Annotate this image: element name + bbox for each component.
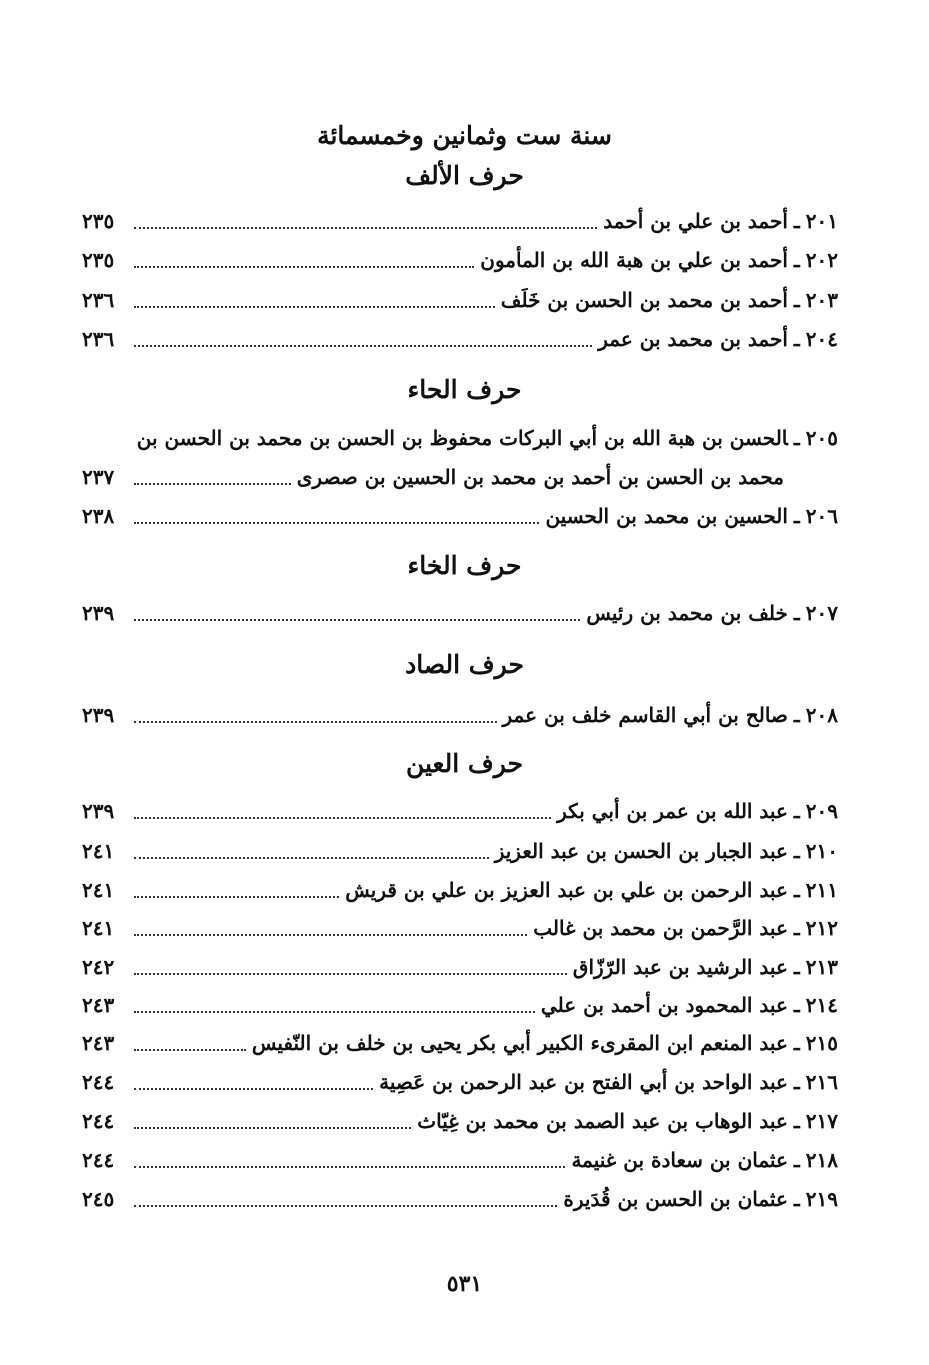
- leader-dots: [134, 619, 580, 621]
- entry-number: ٢١٠: [805, 839, 838, 863]
- entry-page: ٢٤١: [82, 916, 115, 940]
- toc-entry[interactable]: [82, 834, 838, 868]
- year-heading: سنة ست وثمانين وخمسمائة: [317, 121, 612, 150]
- entry-dash: ـ: [793, 1109, 800, 1133]
- section-title-ha: حرف الحاء: [407, 375, 522, 404]
- page-number: ٥٣١: [446, 1271, 483, 1297]
- entry-name: عبد الواحد بن أبي الفتح بن عبد الرحمن بن عَصِية: [379, 1070, 788, 1094]
- leader-dots: [134, 934, 527, 936]
- entry-number: ٢٠٨: [805, 703, 838, 727]
- entry-name: عثمان بن سعادة بن غنيمة: [571, 1148, 788, 1172]
- toc-entry[interactable]: [82, 698, 838, 732]
- entry-page: ٢٤١: [82, 878, 115, 902]
- entry-page: ٢٤٢: [82, 955, 115, 979]
- entry-name: خلف بن محمد بن رئيس: [586, 601, 788, 625]
- entry-dash: ـ: [793, 288, 800, 312]
- leader-dots: [134, 522, 539, 524]
- entry-page: ٢٤١: [82, 839, 115, 863]
- entry-page: ٢٣٩: [82, 703, 115, 727]
- entry-number: ٢٠١: [805, 209, 838, 233]
- entry-name: عبد المحمود بن أحمد بن علي: [540, 993, 788, 1017]
- entry-name: أحمد بن محمد بن عمر: [598, 327, 788, 351]
- leader-dots: [134, 1205, 557, 1207]
- entry-name: عبد الرشيد بن عبد الرّزّاق: [572, 955, 788, 979]
- entry-dash: ـ: [793, 703, 800, 727]
- entry-number: ٢٠٣: [805, 288, 838, 312]
- entry-number: ٢١٧: [805, 1109, 838, 1133]
- toc-entry[interactable]: [82, 204, 838, 238]
- toc-entry[interactable]: [82, 794, 838, 828]
- entry-name: عبد الرَّحمن بن محمد بن غالب: [533, 916, 788, 940]
- entry-dash: ـ: [793, 1148, 800, 1172]
- entry-number: ٢١١: [805, 878, 838, 902]
- leader-dots: [134, 896, 339, 898]
- toc-entry[interactable]: [82, 1143, 838, 1177]
- section-title-kha: حرف الخاء: [407, 551, 522, 580]
- leader-dots: [134, 817, 551, 819]
- entry-dash: ـ: [793, 209, 800, 233]
- entry-name: أحمد بن علي بن هبة الله بن المأمون: [480, 248, 788, 272]
- entry-page: ٢٣٦: [82, 327, 115, 351]
- entry-dash: ـ: [793, 1187, 800, 1211]
- leader-dots: [134, 857, 489, 859]
- entry-number: ٢٠٧: [805, 601, 838, 625]
- entry-page: ٢٣٧: [82, 465, 115, 489]
- entry-number: ٢١٣: [805, 955, 838, 979]
- entry-page: ٢٣٥: [82, 248, 115, 272]
- section-title-alif: حرف الألف: [405, 161, 524, 190]
- entry-name: صالح بن أبي القاسم خلف بن عمر: [502, 703, 788, 727]
- entry-dash: ـ: [793, 916, 800, 940]
- leader-dots: [134, 1011, 535, 1013]
- entry-dash: ـ: [793, 839, 800, 863]
- entry-dash: ـ: [793, 878, 800, 902]
- toc-entry[interactable]: [82, 499, 838, 533]
- entry-name: عبد الوهاب بن عبد الصمد بن محمد بن غِيّاث: [417, 1109, 788, 1133]
- leader-dots: [134, 306, 495, 308]
- entry-name: عبد المنعم ابن المقرىء الكبير أبي بكر يحيى بن خلف بن النّفيس: [251, 1031, 788, 1055]
- toc-entry[interactable]: [82, 950, 838, 984]
- leader-dots: [134, 1049, 246, 1051]
- toc-entry[interactable]: [82, 1065, 838, 1099]
- section-title-sad: حرف الصاد: [405, 650, 524, 679]
- entry-dash: ـ: [793, 799, 800, 823]
- entry-number: ٢٠٥: [805, 426, 838, 450]
- entry-name: الحسين بن محمد بن الحسين: [545, 504, 788, 528]
- toc-entry[interactable]: [82, 873, 838, 907]
- entry-page: ٢٤٣: [82, 993, 115, 1017]
- entry-page: ٢٤٤: [82, 1109, 115, 1133]
- entry-dash: ـ: [793, 1031, 800, 1055]
- toc-entry[interactable]: [82, 283, 838, 317]
- entry-dash: ـ: [793, 601, 800, 625]
- entry-dash: ـ: [793, 1070, 800, 1094]
- entry-dash: ـ: [793, 327, 800, 351]
- leader-dots: [134, 1166, 565, 1168]
- entry-name: عبد الله بن عمر بن أبي بكر: [557, 799, 788, 823]
- leader-dots: [134, 973, 567, 975]
- entry-page: ٢٣٨: [82, 504, 115, 528]
- entry-dash: ـ: [793, 993, 800, 1017]
- entry-number: ٢١٨: [805, 1148, 838, 1172]
- entry-number: ٢١٢: [805, 916, 838, 940]
- toc-entry[interactable]: [82, 322, 838, 356]
- leader-dots: [134, 1127, 411, 1129]
- toc-entry[interactable]: [82, 243, 838, 277]
- leader-dots: [134, 483, 291, 485]
- toc-entry[interactable]: [82, 1104, 838, 1138]
- leader-dots: [134, 266, 474, 268]
- toc-entry[interactable]: [82, 911, 838, 945]
- entry-name-continued: محمد بن الحسن بن أحمد بن محمد بن الحسين بن صصرى: [296, 465, 784, 489]
- entry-dash: ـ: [793, 504, 800, 528]
- entry-dash: ـ: [793, 248, 800, 272]
- entry-name: عبد الرحمن بن علي بن عبد العزيز بن علي بن قريش: [345, 878, 788, 902]
- entry-name: عبد الجبار بن الحسن بن عبد العزيز: [494, 839, 788, 863]
- entry-page: ٢٣٥: [82, 209, 115, 233]
- entry-page: ٢٣٩: [82, 799, 115, 823]
- entry-page: ٢٤٥: [82, 1187, 115, 1211]
- toc-entry[interactable]: [82, 596, 838, 630]
- entry-page: ٢٤٣: [82, 1031, 115, 1055]
- entry-dash: ـ: [793, 955, 800, 979]
- entry-page: ٢٤٤: [82, 1070, 115, 1094]
- entry-name: أحمد بن علي بن أحمد: [603, 209, 788, 233]
- leader-dots: [134, 345, 592, 347]
- entry-number: ٢٠٩: [805, 799, 838, 823]
- entry-number: ٢١٦: [805, 1070, 838, 1094]
- toc-entry-line2[interactable]: [82, 460, 784, 494]
- entry-name: عثمان بن الحسن بن قُدَيرة: [563, 1187, 788, 1211]
- entry-dash: ـ: [793, 426, 800, 450]
- toc-entry[interactable]: [82, 1182, 838, 1216]
- entry-number: ٢٠٢: [805, 248, 838, 272]
- entry-number: ٢٠٤: [805, 327, 838, 351]
- section-title-ain: حرف العين: [405, 749, 524, 778]
- toc-entry[interactable]: [82, 988, 838, 1022]
- entry-number: ٢١٤: [805, 993, 838, 1017]
- leader-dots: [134, 721, 497, 723]
- toc-entry-line1[interactable]: [136, 421, 838, 455]
- entry-number: ٢١٩: [805, 1187, 838, 1211]
- entry-page: ٢٤٤: [82, 1148, 115, 1172]
- entry-page: ٢٣٦: [82, 288, 115, 312]
- entry-page: ٢٣٩: [82, 601, 115, 625]
- entry-name: أحمد بن محمد بن الحسن بن خَلَف: [500, 288, 788, 312]
- leader-dots: [134, 227, 597, 229]
- entry-number: ٢١٥: [805, 1031, 838, 1055]
- toc-entry[interactable]: [82, 1026, 838, 1060]
- entry-number: ٢٠٦: [805, 504, 838, 528]
- entry-name: الحسن بن هبة الله بن أبي البركات محفوظ بن الحسن بن محمد بن الحسن بن: [136, 426, 788, 450]
- leader-dots: [134, 1088, 373, 1090]
